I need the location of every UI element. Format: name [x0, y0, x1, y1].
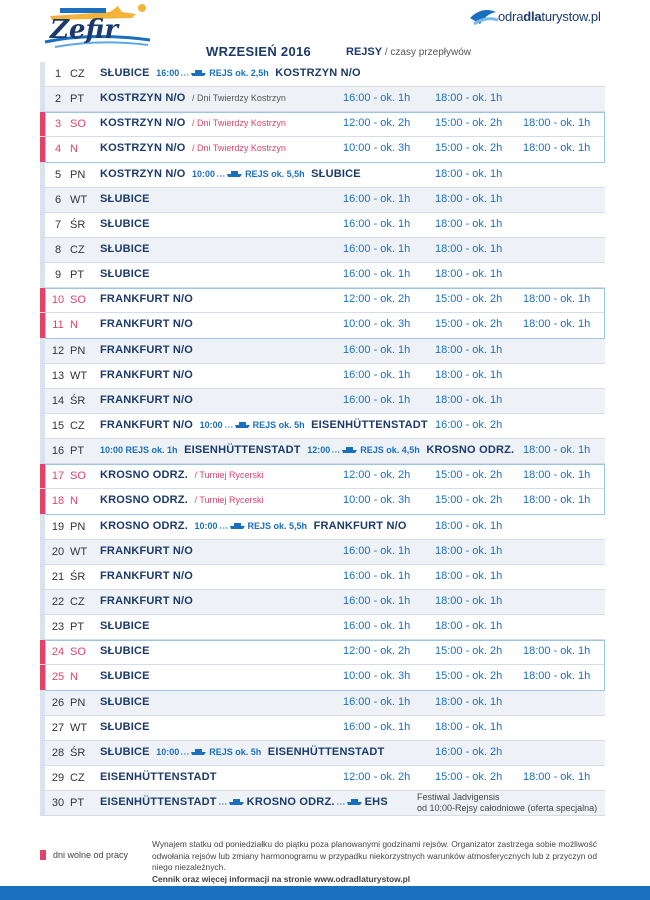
row-marker: [40, 414, 45, 438]
destination-cell: KOSTRZYN N/O 10:00 REJS ok. 5,5h SŁUBICE: [100, 167, 361, 180]
day-number: 6: [54, 193, 62, 206]
departure-time: 15:00 - ok. 2h: [435, 142, 503, 155]
table-row: [40, 188, 605, 213]
departure-time: 15:00 - ok. 2h: [435, 469, 503, 482]
day-number: 30: [51, 797, 65, 810]
destination-cell: FRANKFURT N/O 10:00 REJS ok. 5h EISENHÜTTENSTADT: [100, 418, 428, 431]
departure-time: 18:00 - ok. 1h: [523, 444, 591, 457]
departure-time: 18:00 - ok. 1h: [435, 343, 503, 356]
row-marker: [40, 137, 45, 161]
departure-time: 12:00 - ok. 2h: [343, 770, 411, 783]
day-number: 4: [54, 143, 62, 156]
departure-time: 15:00 - ok. 2h: [435, 670, 503, 683]
departure-time: 18:00 - ok. 1h: [435, 368, 503, 381]
departure-time: 18:00 - ok. 1h: [523, 318, 591, 331]
row-marker: [40, 263, 45, 287]
day-number: 8: [54, 243, 62, 256]
destination-cell: [100, 394, 193, 406]
departure-time: 18:00 - ok. 1h: [523, 293, 591, 306]
day-of-week: SO: [70, 118, 86, 131]
holiday-swatch: [40, 850, 46, 860]
destination-cell: [100, 620, 150, 632]
departure-time: 16:00 - ok. 1h: [343, 242, 411, 255]
departure-time: 12:00 - ok. 2h: [343, 117, 411, 130]
departure-time: 18:00 - ok. 1h: [435, 393, 503, 406]
day-of-week: SO: [70, 470, 86, 483]
boat-icon: [219, 797, 245, 805]
row-marker: [40, 590, 45, 614]
table-row: [40, 62, 605, 87]
destination-cell: [100, 570, 193, 582]
table-row: [40, 238, 605, 263]
table-row: [40, 389, 605, 414]
departure-time: 16:00 - ok. 1h: [343, 620, 411, 633]
departure-time: 12:00 - ok. 2h: [343, 293, 411, 306]
day-number: 26: [51, 696, 65, 709]
row-marker: [40, 565, 45, 589]
destination: FRANKFURT N/O: [100, 594, 194, 607]
row-marker: [40, 163, 45, 187]
destination: SŁUBICE: [100, 745, 150, 758]
departure-time: 12:00 - ok. 2h: [343, 645, 411, 658]
row-marker: [40, 640, 45, 664]
departure-time: 16:00 - ok. 1h: [343, 393, 411, 406]
day-number: 10: [51, 294, 65, 307]
destination-cell: [100, 117, 286, 129]
table-row: [40, 137, 605, 162]
day-of-week: PT: [70, 797, 85, 810]
day-of-week: CZ: [70, 595, 85, 608]
destination: FRANKFURT N/O: [100, 393, 194, 406]
destination: KROSNO ODRZ.: [100, 519, 188, 532]
table-row: [40, 665, 605, 690]
destination: SŁUBICE: [100, 645, 150, 658]
destination: KOSTRZYN N/O: [100, 92, 186, 105]
destination: SŁUBICE: [100, 67, 150, 79]
table-row: [40, 489, 605, 514]
day-number: 22: [51, 595, 65, 608]
departure-time: 16:00 - ok. 1h: [343, 720, 411, 733]
destination-cell: [100, 545, 193, 557]
row-marker: [40, 238, 45, 262]
destination: FRANKFURT N/O: [100, 368, 194, 381]
departure-time: 16:00 - ok. 1h: [343, 217, 411, 230]
departure-time: 18:00 - ok. 1h: [435, 569, 503, 582]
day-number: 29: [51, 771, 65, 784]
row-marker: [40, 665, 45, 689]
day-number: 11: [52, 319, 64, 332]
destination-cell: [100, 318, 193, 330]
row-marker: [40, 62, 45, 86]
destination-cell: [100, 369, 193, 381]
day-of-week: PT: [70, 269, 85, 282]
table-row: [40, 313, 605, 338]
day-number: 3: [54, 118, 62, 131]
destination: EISENHÜTTENSTADT: [100, 796, 217, 809]
table-row: [40, 213, 605, 238]
day-of-week: ŚR: [70, 218, 86, 231]
departure-time: 18:00 - ok. 1h: [435, 92, 503, 105]
row-marker: [40, 288, 45, 312]
table-row: [40, 691, 605, 716]
day-of-week: WT: [70, 721, 88, 734]
destination: SŁUBICE: [100, 695, 150, 708]
departure-time: 16:00 - ok. 1h: [343, 92, 411, 105]
destination-cell: KROSNO ODRZ. 10:00 REJS ok. 5,5h FRANKFURT N/O: [100, 519, 407, 532]
destination-cell: [100, 218, 150, 230]
departure-time: 18:00 - ok. 1h: [435, 519, 503, 532]
day-of-week: CZ: [70, 68, 85, 80]
destination-cell: [100, 721, 150, 733]
day-of-week: N: [70, 495, 78, 508]
route-destination: KROSNO ODRZ.: [426, 444, 515, 457]
event-note: / Turniej Rycerski: [194, 495, 264, 506]
row-marker: [40, 364, 45, 388]
boat-icon: [337, 797, 363, 805]
footnote-link[interactable]: Cennik oraz więcej informacji na stronie www.odradlaturystow.pl: [152, 873, 411, 884]
row-marker: [40, 540, 45, 564]
destination-cell: [100, 771, 217, 783]
boat-icon: [181, 68, 207, 76]
table-row: [40, 414, 605, 439]
departure-time: 16:00 - ok. 1h: [343, 192, 411, 205]
table-row: [40, 288, 605, 313]
event-note: / Dni Twierdzy Kostrzyn: [192, 118, 286, 129]
row-marker: [40, 464, 45, 488]
departure-time: 18:00 - ok. 1h: [435, 192, 503, 205]
footnote: Wynajem statku od poniedziałku do piątku poza planowanymi godzinami rejsów. Organizator zastrzega sobie możliwość odwołania rejsów lub zmiany harmonogramu w przypadku niekorzystnych warunków atmosferycznych lub z przyczyn od niego niezależnych. Cennik oraz więcej informacji na stronie www.odradlaturystow.pl: [152, 839, 597, 884]
departure-time: 10:00 - ok. 3h: [343, 142, 411, 155]
destination-cell: [100, 92, 286, 104]
departure-time: 18:00 - ok. 1h: [435, 242, 503, 255]
table-row: [40, 87, 605, 112]
day-number: 2: [54, 93, 62, 106]
day-number: 5: [54, 168, 62, 181]
departure-time: 16:00 - ok. 1h: [343, 695, 411, 708]
destination-cell: [100, 293, 193, 305]
destination: SŁUBICE: [100, 670, 150, 683]
table-row: [40, 791, 605, 816]
departure-time: 18:00 - ok. 1h: [523, 770, 591, 783]
day-number: 13: [51, 369, 65, 382]
day-of-week: ŚR: [70, 394, 86, 407]
table-row: [40, 464, 605, 489]
departure-time: 16:00 - ok. 1h: [343, 544, 411, 557]
day-number: 17: [51, 470, 65, 483]
destination: SŁUBICE: [100, 720, 150, 733]
departure-time: 15:00 - ok. 2h: [435, 494, 503, 507]
departure-time: 16:00 - ok. 1h: [343, 268, 411, 281]
day-of-week: PN: [70, 696, 86, 709]
day-of-week: PT: [70, 93, 85, 106]
table-row: [40, 112, 605, 137]
rejsy-title: REJSY / czasy przepływów: [346, 46, 471, 58]
day-number: 15: [51, 419, 65, 432]
departure-time: 18:00 - ok. 1h: [523, 494, 591, 507]
table-row: [40, 515, 605, 540]
day-of-week: WT: [70, 545, 88, 558]
departure-time: 18:00 - ok. 1h: [435, 268, 503, 281]
departure-time: 18:00 - ok. 1h: [435, 217, 503, 230]
day-number: 20: [51, 545, 65, 558]
destination-cell: [100, 696, 150, 708]
destination: FRANKFURT N/O: [100, 343, 194, 356]
row-marker: [40, 188, 45, 212]
row-marker: [40, 489, 45, 513]
departure-time: 18:00 - ok. 1h: [523, 469, 591, 482]
day-number: 7: [54, 218, 62, 231]
destination: EISENHÜTTENSTADT: [100, 770, 217, 783]
row-marker: [40, 313, 45, 337]
boat-icon: [332, 445, 358, 453]
table-row: [40, 640, 605, 665]
table-row: [40, 263, 605, 288]
departure-time: 15:00 - ok. 2h: [435, 770, 503, 783]
departure-time: 15:00 - ok. 2h: [435, 318, 503, 331]
legend-label: dni wolne od pracy: [53, 850, 129, 860]
festival-note: Festiwal Jadvigensis od 10:00-Rejsy całodniowe (oferta specjalna): [417, 792, 598, 814]
departure-time: 15:00 - ok. 2h: [435, 117, 503, 130]
destination: EISENHÜTTENSTADT: [184, 444, 301, 457]
day-number: 24: [51, 646, 65, 659]
day-of-week: SO: [70, 294, 86, 307]
day-number: 25: [51, 671, 65, 684]
logo-text: Zefir: [50, 15, 119, 45]
departure-time: 16:00 - ok. 1h: [343, 569, 411, 582]
destination: SŁUBICE: [100, 268, 150, 281]
departure-time: 12:00 - ok. 2h: [343, 469, 411, 482]
day-number: 19: [51, 520, 65, 533]
destination-cell: [100, 243, 150, 255]
departure-time: 18:00 - ok. 1h: [523, 117, 591, 130]
row-marker: [40, 615, 45, 639]
event-note: / Turniej Rycerski: [194, 470, 264, 481]
departure-time: 10:00 - ok. 3h: [343, 318, 411, 331]
route-destination: EISENHÜTTENSTADT: [311, 418, 428, 431]
destination: FRANKFURT N/O: [100, 544, 194, 557]
day-number: 23: [51, 621, 65, 634]
row-marker: [40, 766, 45, 790]
header: [0, 0, 650, 62]
departure-time: 16:00 - ok. 1h: [343, 594, 411, 607]
destination: SŁUBICE: [100, 620, 150, 633]
destination-cell: SŁUBICE 10:00 REJS ok. 5h EISENHÜTTENSTADT: [100, 745, 385, 758]
table-row: [40, 590, 605, 615]
destination-cell: [100, 469, 264, 481]
destination-cell: [100, 344, 193, 356]
table-row: [40, 565, 605, 590]
day-number: 9: [54, 269, 62, 282]
row-marker: [40, 389, 45, 413]
departure-time: 18:00 - ok. 1h: [435, 720, 503, 733]
departure-time: 16:00 - ok. 1h: [343, 368, 411, 381]
departure-time: 18:00 - ok. 1h: [523, 670, 591, 683]
destination-cell: 10:00 REJS ok. 1h EISENHÜTTENSTADT 12:00 REJS ok. 4,5h KROSNO ODRZ.: [100, 444, 515, 457]
day-of-week: ŚR: [70, 746, 86, 759]
destination-cell: [100, 645, 150, 657]
departure-time: 15:00 - ok. 2h: [435, 293, 503, 306]
day-of-week: PT: [70, 445, 85, 458]
destination-cell: [100, 142, 286, 154]
departure-time: 18:00 - ok. 1h: [435, 167, 503, 180]
day-of-week: CZ: [70, 771, 85, 784]
row-marker: [40, 112, 45, 136]
destination: FRANKFURT N/O: [100, 318, 194, 331]
boat-icon: [225, 420, 251, 428]
table-row: [40, 741, 605, 766]
day-number: 21: [51, 570, 65, 583]
destination: SŁUBICE: [100, 192, 150, 205]
row-marker: [40, 439, 45, 463]
day-of-week: PN: [70, 520, 86, 533]
boat-icon: [220, 521, 246, 529]
month-title: WRZESIEŃ 2016: [206, 44, 312, 59]
day-of-week: CZ: [70, 419, 85, 432]
destination: KROSNO ODRZ.: [100, 494, 188, 507]
day-number: 14: [51, 394, 65, 407]
departure-time: 16:00 - ok. 2h: [435, 745, 503, 758]
boat-icon: [217, 169, 243, 177]
day-of-week: SO: [70, 646, 86, 659]
departure-time: 18:00 - ok. 1h: [435, 594, 503, 607]
day-of-week: PN: [70, 344, 86, 357]
departure-time: 16:00 - ok. 1h: [343, 343, 411, 356]
route-destination: KOSTRZYN N/O: [275, 67, 361, 79]
departure-time: 18:00 - ok. 1h: [523, 645, 591, 658]
day-number: 16: [51, 445, 65, 458]
day-of-week: PT: [70, 621, 85, 634]
row-marker: [40, 213, 45, 237]
table-row: [40, 716, 605, 741]
table-row: [40, 163, 605, 188]
day-of-week: N: [70, 319, 78, 332]
day-number: 12: [51, 344, 65, 357]
destination-cell: [100, 268, 150, 280]
row-marker: [40, 691, 45, 715]
day-of-week: PN: [70, 168, 86, 181]
destination: KOSTRZYN N/O: [100, 167, 186, 180]
departure-time: 18:00 - ok. 1h: [435, 620, 503, 633]
table-row: [40, 615, 605, 640]
destination-cell: [100, 670, 150, 682]
schedule-table: [40, 62, 605, 816]
destination-cell: [100, 193, 150, 205]
destination: FRANKFURT N/O: [100, 569, 194, 582]
day-number: 28: [51, 746, 65, 759]
destination-cell: SŁUBICE 16:00 REJS ok. 2,5h KOSTRZYN N/O: [100, 67, 361, 79]
table-row: [40, 766, 605, 791]
departure-time: 10:00 - ok. 3h: [343, 494, 411, 507]
destination-cell: [100, 494, 264, 506]
day-number: 18: [51, 495, 65, 508]
destination: FRANKFURT N/O: [100, 418, 194, 431]
destination: KOSTRZYN N/O: [100, 142, 186, 155]
bottom-bar: [0, 886, 650, 900]
event-note: / Dni Twierdzy Kostrzyn: [192, 143, 286, 154]
day-of-week: CZ: [70, 243, 85, 256]
departure-time: 18:00 - ok. 1h: [523, 142, 591, 155]
row-marker: [40, 339, 45, 363]
table-row: [40, 339, 605, 364]
destination: KROSNO ODRZ.: [100, 469, 188, 482]
table-row: [40, 439, 605, 464]
route-destination: FRANKFURT N/O: [313, 519, 407, 532]
destination: SŁUBICE: [100, 217, 150, 230]
destination-cell: [100, 595, 193, 607]
day-of-week: WT: [70, 369, 88, 382]
departure-time: 10:00 - ok. 3h: [343, 670, 411, 683]
route-destination: SŁUBICE: [311, 167, 361, 180]
row-marker: [40, 716, 45, 740]
row-marker: [40, 741, 45, 765]
destination: FRANKFURT N/O: [100, 293, 194, 306]
day-of-week: N: [70, 143, 78, 156]
destination: SŁUBICE: [100, 242, 150, 255]
row-marker: [40, 87, 45, 111]
day-of-week: WT: [70, 193, 88, 206]
day-of-week: ŚR: [70, 570, 86, 583]
row-marker: [40, 515, 45, 539]
table-row: [40, 540, 605, 565]
route-destination: EISENHÜTTENSTADT: [267, 745, 385, 758]
day-number: 1: [54, 68, 62, 80]
departure-time: 16:00 - ok. 2h: [435, 418, 503, 431]
brand-text[interactable]: odradlaturystow.pl: [498, 9, 601, 24]
destination: KOSTRZYN N/O: [100, 117, 186, 130]
departure-time: 15:00 - ok. 2h: [435, 645, 503, 658]
row-marker: [40, 791, 45, 815]
day-of-week: N: [70, 671, 78, 684]
destination-cell: EISENHÜTTENSTADT KROSNO ODRZ. EHS: [100, 796, 388, 809]
departure-time: 18:00 - ok. 1h: [435, 544, 503, 557]
boat-icon: [181, 747, 207, 755]
table-row: [40, 364, 605, 389]
day-number: 27: [51, 721, 65, 734]
departure-time: 18:00 - ok. 1h: [435, 695, 503, 708]
event-note: / Dni Twierdzy Kostrzyn: [192, 93, 286, 104]
